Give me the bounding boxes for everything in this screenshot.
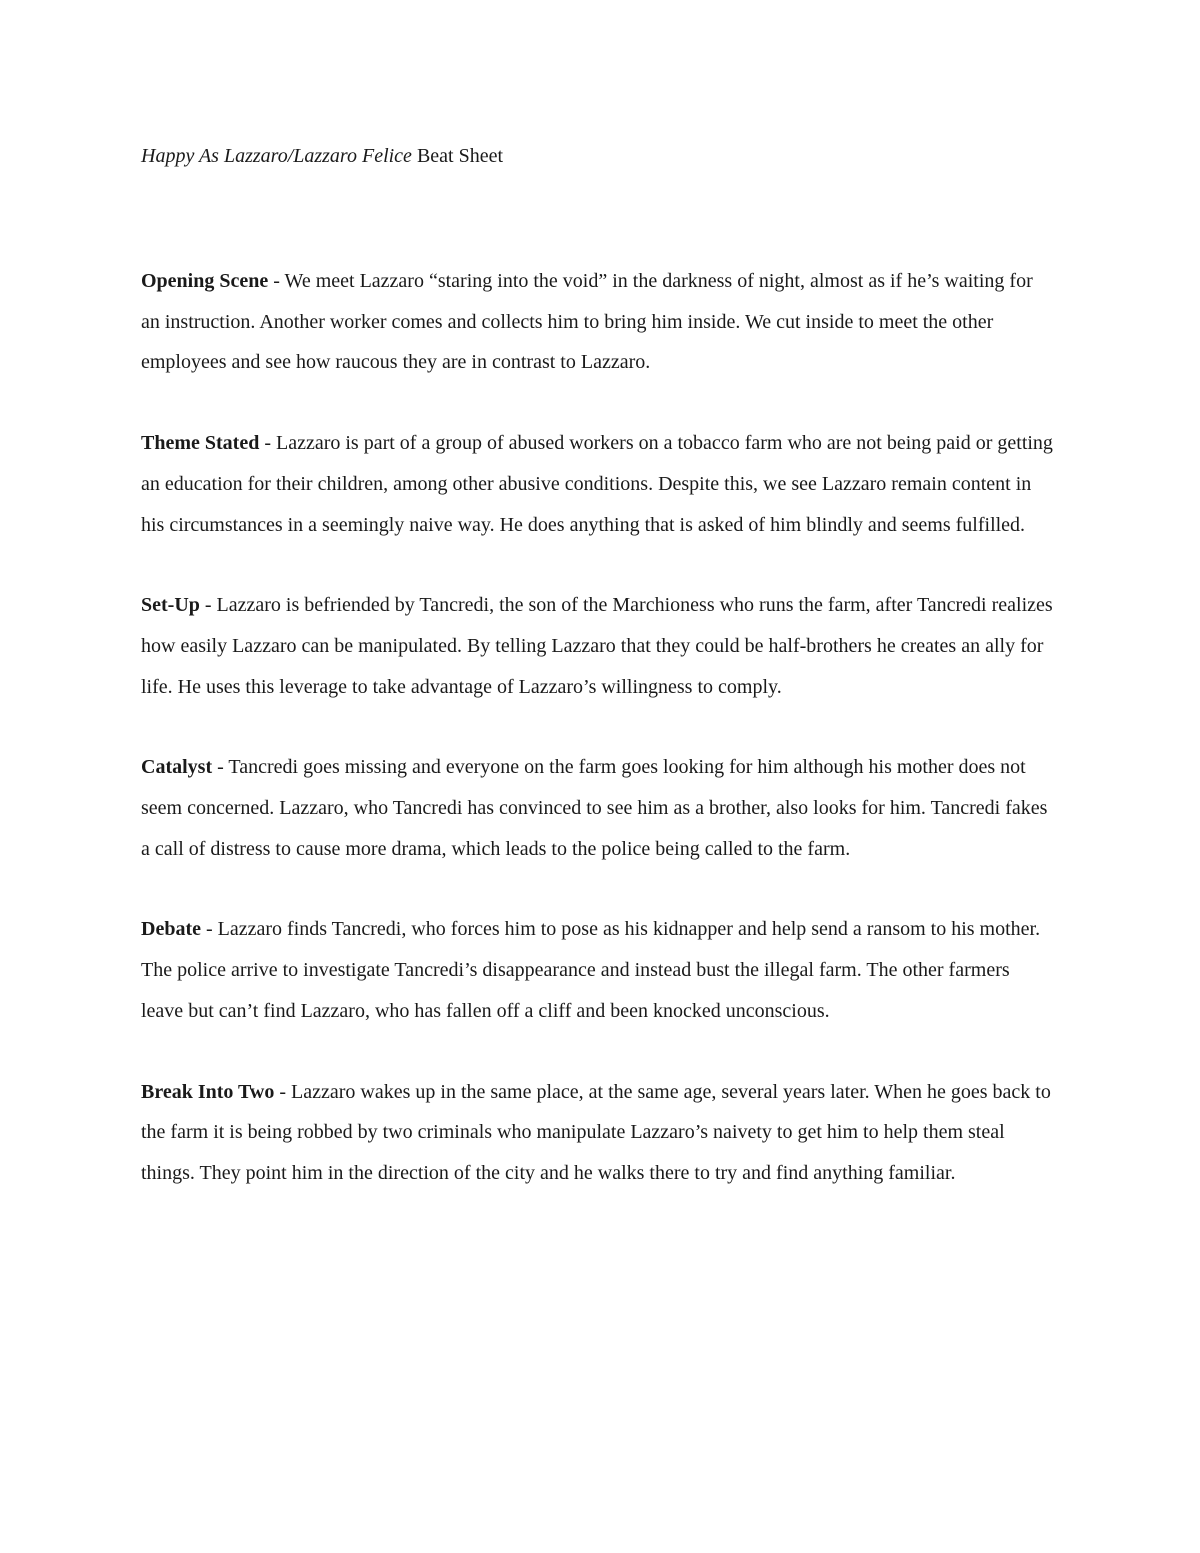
beat-text: - Lazzaro is befriended by Tancredi, the son of the Marchioness who runs the farm, after Tancredi realizes how easily Lazzaro can be manipulated. By telling Lazzaro that they could be half-brothers he creates an ally for life. He uses this leverage to take advantage of Lazzaro’s willingness to comply.: [141, 594, 1053, 698]
beat-catalyst: [141, 747, 1056, 869]
document-title: [141, 140, 1056, 173]
beat-label: Opening Scene: [141, 270, 269, 292]
title-suffix: Beat Sheet: [411, 145, 504, 167]
beat-list: [141, 261, 1056, 1194]
beat-label: Catalyst: [141, 756, 213, 779]
film-title: Happy As Lazzaro/Lazzaro Felice: [141, 145, 412, 167]
beat-text: - We meet Lazzaro “staring into the void” in the darkness of night, almost as if he’s waiting for an instruction. Another worker comes and collects him to bring him inside. We cut inside to meet the other employees and see how raucous they are in contrast to Lazzaro.: [141, 270, 1033, 374]
beat-debate: [141, 909, 1056, 1031]
beat-text: - Lazzaro is part of a group of abused workers on a tobacco farm who are not being paid or getting an education for their children, among other abusive conditions. Despite this, we see Lazzaro remain content in his circumstances in a seemingly naive way. He does anything that is asked of him blindly and seems fulfilled.: [141, 432, 1053, 536]
beat-theme-stated: [141, 423, 1056, 545]
beat-text: - Tancredi goes missing and everyone on the farm goes looking for him although his mother does not seem concerned. Lazzaro, who Tancredi has convinced to see him as a brother, also looks for him. Tancredi fakes a call of distress to cause more drama, which leads to the police being called to the farm.: [141, 756, 1048, 860]
beat-label: Set-Up: [141, 594, 200, 617]
beat-text: - Lazzaro finds Tancredi, who forces him to pose as his kidnapper and help send a ransom to his mother. The police arrive to investigate Tancredi’s disappearance and instead bust the illegal farm. The other farmers leave but can’t find Lazzaro, who has fallen off a cliff and been knocked unconscious.: [141, 918, 1041, 1022]
document-page: [141, 140, 1056, 1234]
beat-opening-scene: [141, 261, 1056, 383]
beat-set-up: [141, 585, 1056, 707]
beat-label: Break Into Two: [141, 1080, 275, 1103]
beat-label: Debate: [141, 918, 201, 941]
beat-break-into-two: [141, 1072, 1056, 1194]
beat-label: Theme Stated: [141, 432, 260, 455]
beat-text: - Lazzaro wakes up in the same place, at the same age, several years later. When he goes back to the farm it is being robbed by two criminals who manipulate Lazzaro’s naivety to get him to help them steal things. They point him in the direction of the city and he walks there to try and find anything familiar.: [141, 1080, 1051, 1184]
